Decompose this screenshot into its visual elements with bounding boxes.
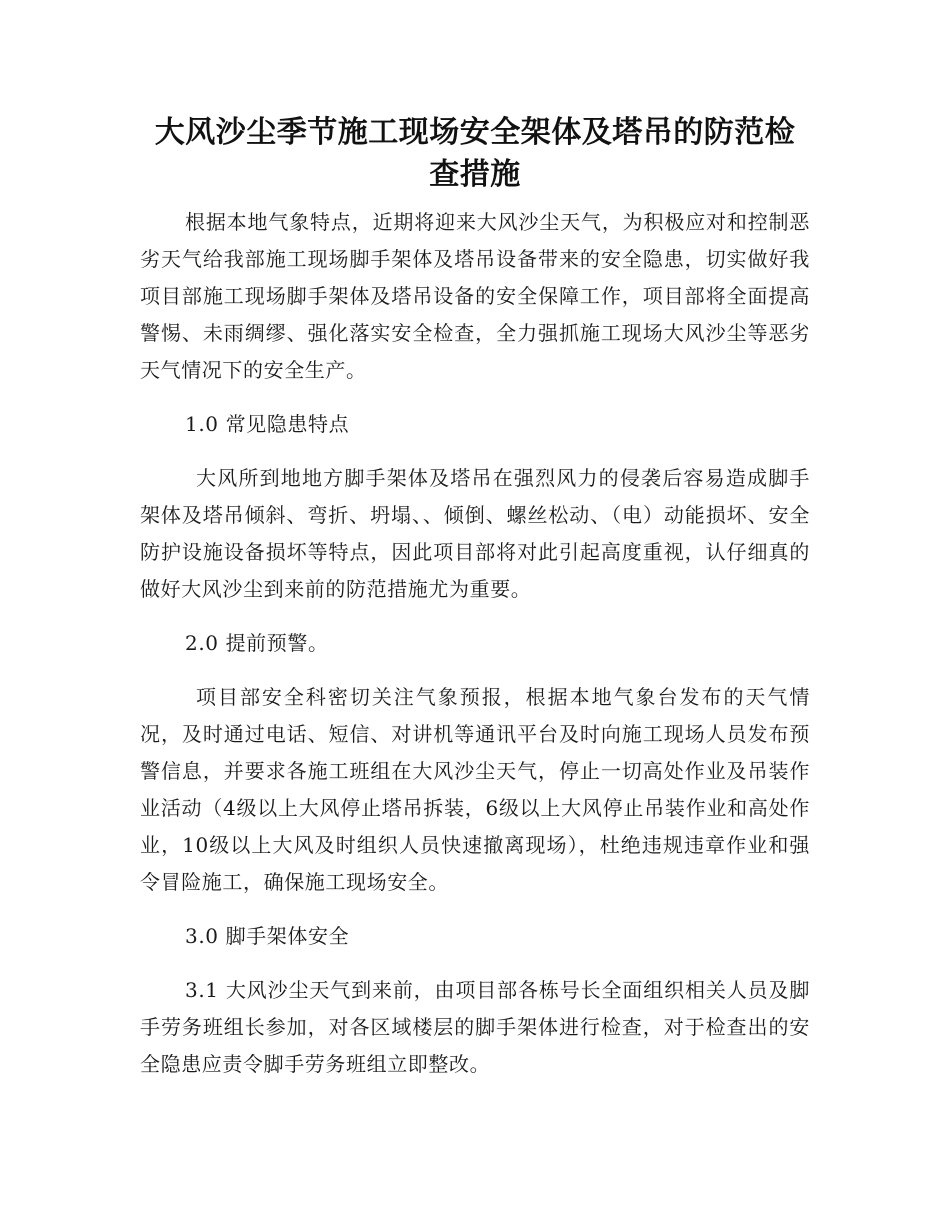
- section-1-paragraph: 大风所到地地方脚手架体及塔吊在强烈风力的侵袭后容易造成脚手架体及塔吊倾斜、弯折、坍塌、、倾倒、螺丝松动、（电）动能损坏、安全防护设施设备损坏等特点，因此项目部将对此引起高度重视，认仔细真的做好大风沙尘到来前的防范措施尤为重要。: [140, 466, 810, 601]
- intro-paragraph: 根据本地气象特点，近期将迎来大风沙尘天气，为积极应对和控制恶劣天气给我部施工现场脚手架体及塔吊设备带来的安全隐患，切实做好我项目部施工现场脚手架体及塔吊设备的安全保障工作，项目部将全面提高警惕、未雨绸缪、强化落实安全检查，全力强抓施工现场大风沙尘等恶劣天气情况下的安全生产。: [140, 210, 810, 382]
- section-heading-1: 1.0 常见隐患特点: [185, 412, 350, 436]
- section-2-paragraph: 项目部安全科密切关注气象预报，根据本地气象台发布的天气情况，及时通过电话、短信、对讲机等通讯平台及时向施工现场人员发布预警信息，并要求各施工班组在大风沙尘天气，停止一切高处作业及吊装作业活动（4级以上大风停止塔吊拆装，6级以上大风停止吊装作业和高处作业，10级以上大风及时组织人员快速撤离现场），杜绝违规违章作业和强令冒险施工，确保施工现场安全。: [140, 685, 810, 894]
- section-3-1-paragraph: 3.1 大风沙尘天气到来前，由项目部各栋号长全面组织相关人员及脚手劳务班组长参加，对各区域楼层的脚手架体进行检查，对于检查出的安全隐患应责令脚手劳务班组立即整改。: [140, 978, 810, 1076]
- section-heading-3: 3.0 脚手架体安全: [185, 924, 350, 948]
- section-heading-2: 2.0 提前预警。: [185, 631, 329, 655]
- document-body: [140, 204, 810, 1083]
- document-title: 大风沙尘季节施工现场安全架体及塔吊的防范检查措施: [154, 115, 796, 192]
